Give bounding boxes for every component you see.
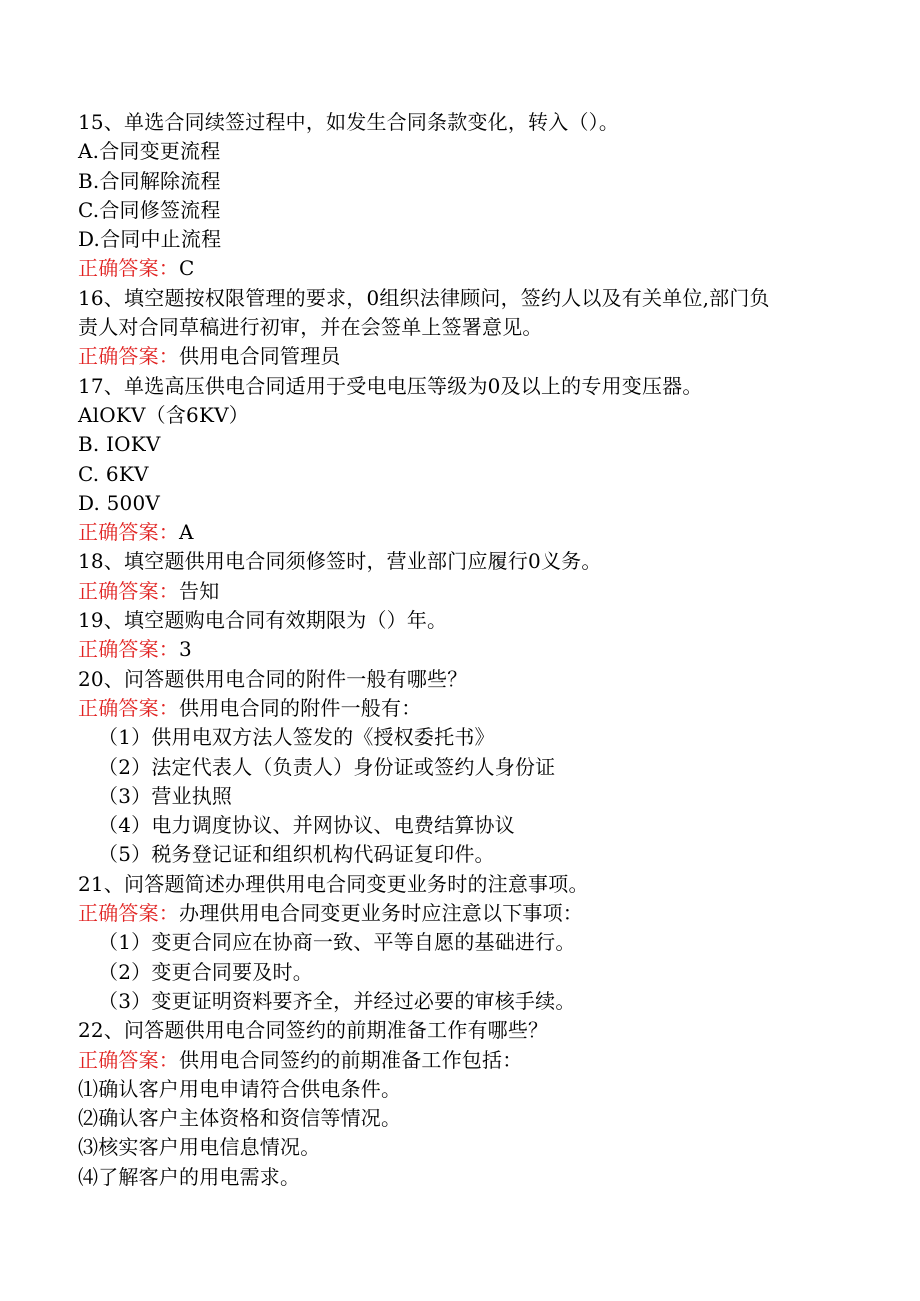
- answer-line: [78, 342, 860, 371]
- answer-value: A: [179, 520, 194, 545]
- answer-item: （2）变更合同要及时。: [98, 959, 313, 984]
- answer-line: [78, 577, 860, 606]
- answer-label: 正确答案：: [78, 256, 179, 281]
- answer-item: （3）营业执照: [98, 783, 233, 808]
- answer-line: [78, 694, 860, 723]
- answer-item: （4）电力调度协议、并网协议、电费结算协议: [98, 813, 515, 838]
- answer-item: （1）供用电双方法人签发的《授权委托书》: [98, 725, 495, 750]
- answer-line: [78, 635, 860, 664]
- answer-value: 办理供用电合同变更业务时应注意以下事项：: [179, 901, 583, 926]
- answer-line: [78, 518, 860, 547]
- option: B. IOKV: [78, 432, 161, 457]
- answer-item: （3）变更证明资料要齐全，并经过必要的审核手续。: [98, 988, 576, 1013]
- option: C. 6KV: [78, 461, 149, 486]
- option: D. 500V: [78, 490, 161, 515]
- question-stem: 15、单选合同续签过程中，如发生合同条款变化，转入（）。: [78, 110, 620, 134]
- answer-value: C: [179, 256, 195, 281]
- question-stem: 22、问答题供用电合同签约的前期准备工作有哪些？: [78, 1018, 549, 1043]
- option: C.合同修签流程: [78, 197, 221, 222]
- answer-value: 供用电合同签约的前期准备工作包括：: [179, 1047, 523, 1072]
- question-list: [78, 108, 860, 1192]
- question-stem: 20、问答题供用电合同的附件一般有哪些？: [78, 666, 468, 691]
- option: D.合同中止流程: [78, 227, 222, 252]
- question-stem: 16、填空题按权限管理的要求，0组织法律顾问，签约人以及有关单位,部门负: [78, 285, 770, 310]
- answer-value: 告知: [179, 578, 220, 603]
- answer-value: 供用电合同的附件一般有：: [179, 695, 422, 720]
- answer-value: 3: [179, 637, 192, 662]
- answer-label: 正确答案：: [78, 1047, 179, 1072]
- answer-line: [78, 254, 860, 283]
- question-stem: 17、单选高压供电合同适用于受电电压等级为0及以上的专用变压器。: [78, 373, 703, 398]
- option: B.合同解除流程: [78, 168, 221, 193]
- answer-line: [78, 1046, 860, 1075]
- question-stem-continued: 责人对合同草稿进行初审，并在会签单上签署意见。: [78, 315, 543, 340]
- question-stem: 19、填空题购电合同有效期限为（）年。: [78, 608, 448, 633]
- question-stem: 21、问答题简述办理供用电合同变更业务时的注意事项。: [78, 871, 589, 896]
- answer-label: 正确答案：: [78, 901, 179, 926]
- answer-line: [78, 899, 860, 928]
- question-stem: 18、填空题供用电合同须修签时，营业部门应履行0义务。: [78, 549, 602, 574]
- answer-label: 正确答案：: [78, 695, 179, 720]
- answer-label: 正确答案：: [78, 520, 179, 545]
- answer-item: （5）税务登记证和组织机构代码证复印件。: [98, 842, 495, 867]
- answer-item: ⑵确认客户主体资格和资信等情况。: [78, 1106, 402, 1131]
- answer-item: （1）变更合同应在协商一致、平等自愿的基础进行。: [98, 930, 576, 955]
- answer-label: 正确答案：: [78, 344, 179, 369]
- option: AlOKV（含6KV）: [78, 402, 249, 427]
- answer-value: 供用电合同管理员: [179, 344, 341, 369]
- answer-item: ⑷了解客户的用电需求。: [78, 1164, 301, 1189]
- answer-item: ⑴确认客户用电申请符合供电条件。: [78, 1076, 402, 1101]
- option: A.合同变更流程: [78, 139, 221, 164]
- answer-item: ⑶核实客户用电信息情况。: [78, 1135, 321, 1160]
- answer-label: 正确答案：: [78, 637, 179, 662]
- answer-item: （2）法定代表人（负责人）身份证或签约人身份证: [98, 754, 556, 779]
- answer-label: 正确答案：: [78, 578, 179, 603]
